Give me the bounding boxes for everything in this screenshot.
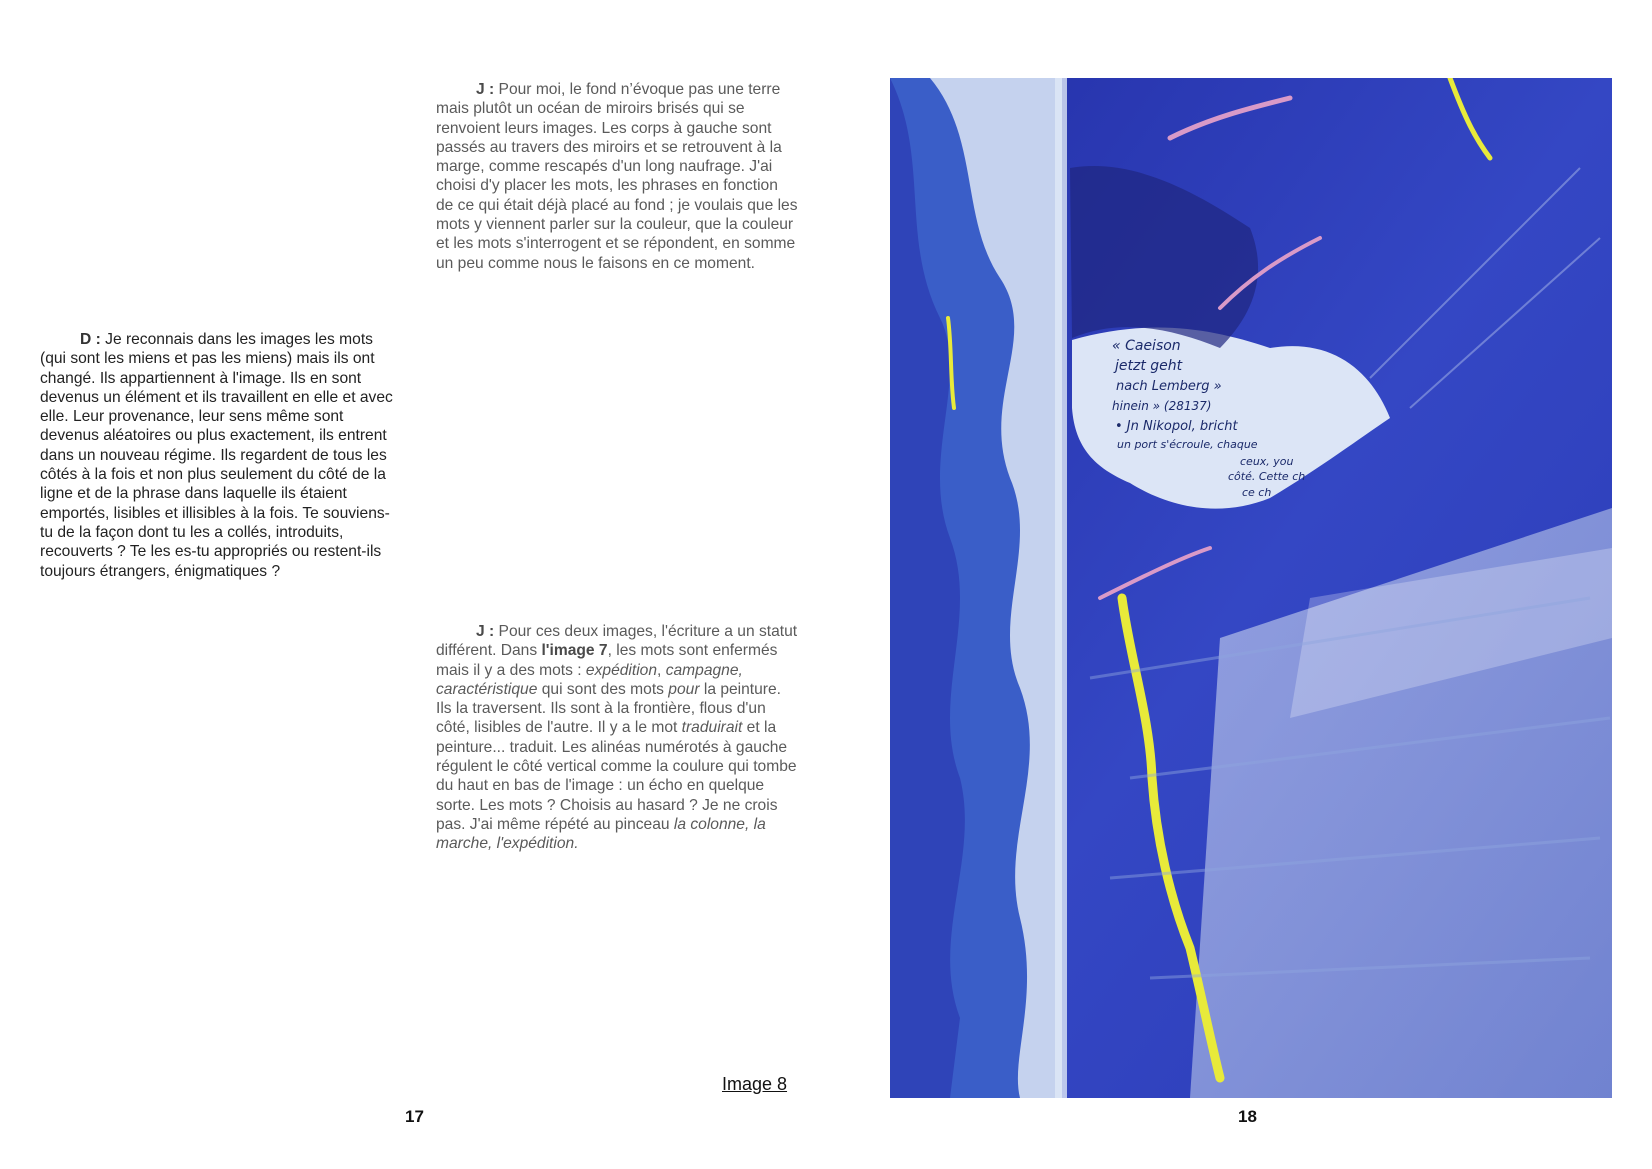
text-run: et la peinture... traduit. Les alinéas numérotés à gauche régulent le côté vertical comme la coulure qui tombe du haut en bas de l'image : un écho en quelque sorte. Les mots ? Choisis au hasard ? Je ne crois pas. J'ai même répété au pinceau [436,719,797,833]
text-run: la peinture. Ils la traversent. Ils sont à la frontière, flous d'un côté, lisibles de l'autre. Il y a le mot [436,680,782,737]
italic-run: pour [668,680,700,698]
speaker-label: J : [476,81,495,98]
handwriting-line: ceux, you [1240,455,1294,468]
handwriting-line: jetzt geht [1115,358,1183,374]
handwriting-line: un port s'écroule, chaque [1117,438,1258,451]
handwriting-line: « Caeison [1112,338,1181,354]
italic-run: traduirait [681,719,743,737]
handwriting-line: • Jn Nikopol, bricht [1115,419,1238,434]
text-run: qui sont des mots [537,680,669,698]
dialogue-paragraph-j-1 [436,80,798,273]
paragraph-text: Je reconnais dans les images les mots (qui sont les miens et pas les miens) mais ils ont changé. Ils appartiennent à l'image. Ils en sont devenus un élément et ils travaillent en elle et avec elle. Leur provenance, leur sens même sont devenus aléatoires ou plus exactement, ils entrent dans un nouveau régime. Ils regardent de tous les côtés à la fois et non plus seulement du côté de la ligne et de la phrase dans laquelle ils étaient emportés, lisibles et illisibles à la fois. Te souviens-tu de la façon dont tu les a collés, introduits, recouverts ? Te les es-tu appropriés ou restent-ils toujours étrangers, énigmatiques ? [40,331,393,580]
handwriting-line: hinein » (28137) [1112,399,1212,413]
speaker-label: J : [476,623,495,640]
painting-image-8 [890,78,1612,1098]
italic-run: campagne, caractéristique [436,661,743,698]
page-number-right: 18 [1238,1107,1257,1126]
page-number-left: 17 [405,1107,424,1126]
italic-run: expédition [585,661,658,679]
paragraph-text: Pour moi, le fond n’évoque pas une terre mais plutôt un océan de miroirs brisés qui se renvoient leurs images. Les corps à gauche sont passés au travers des miroirs et se retrouvent à la marge, comme rescapés d'un long naufrage. J'ai choisi d'y placer les mots, les phrases en fonction de ce qui était déjà placé au fond ; je voulais que les mots y viennent parler sur la couleur, que la couleur et les mots s'interrogent et se répondent, en somme un peu comme nous le faisons en ce moment. [436,81,798,272]
handwriting-line: côté. Cette ch [1228,470,1306,483]
italic-run: la colonne, la marche, l'expédition. [436,815,766,853]
image-caption-link[interactable]: Image 8 [722,1074,788,1094]
handwriting-line: ce ch [1242,486,1272,499]
dialogue-paragraph-d [40,330,402,581]
strip-divider [1055,78,1067,1098]
painting-canvas [890,78,1612,1098]
text-run: Pour ces deux images, l'écriture a un statut différent. Dans [436,623,798,660]
dialogue-paragraph-j-2 [436,622,798,854]
speaker-label: D : [80,331,101,348]
bold-run: l'image 7 [541,642,608,660]
text-run: , les mots sont enfermés mais il y a des mots : [436,642,778,679]
text-run: , [657,661,666,679]
handwriting-line: nach Lemberg » [1116,379,1222,394]
